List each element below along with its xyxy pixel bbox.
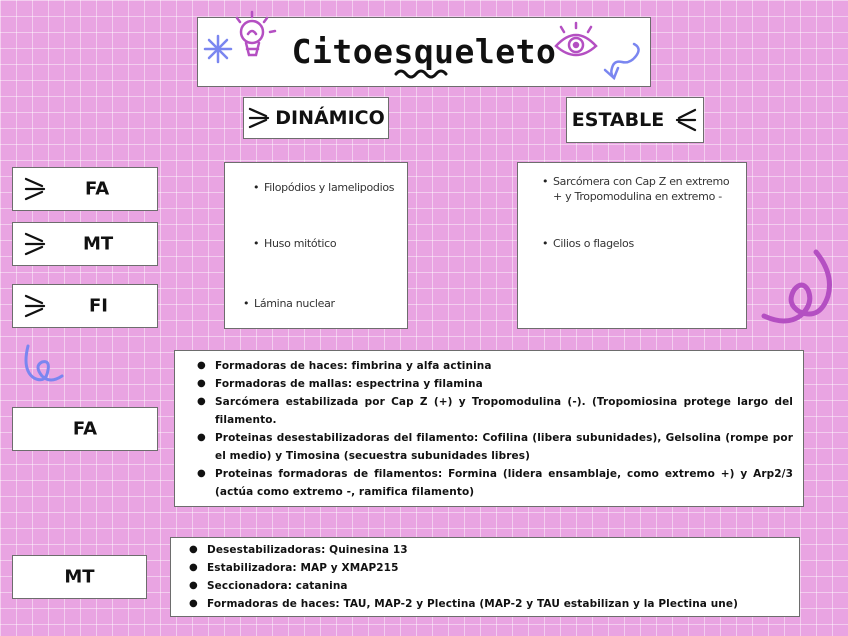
mt-detail-list	[185, 541, 789, 613]
loop-doodle-icon	[20, 340, 66, 386]
list-item: • Huso mitótico	[264, 236, 336, 251]
squiggle-underline-icon	[394, 68, 454, 80]
side-label-mt	[12, 222, 158, 266]
eye-icon	[552, 22, 600, 62]
fa-detail-list	[193, 357, 793, 501]
list-item: ● Formadoras de mallas: espectrina y filamina	[193, 375, 793, 393]
emphasis-lines-icon	[23, 174, 49, 204]
header-dynamic	[243, 97, 389, 139]
mt-detail-card	[170, 537, 800, 617]
side-label-fa	[12, 167, 158, 211]
page-title: Citoesqueleto	[291, 32, 557, 71]
list-item: • Filopódios y lamelipodios	[264, 180, 394, 195]
header-stable-label: ESTABLE	[571, 109, 665, 131]
emphasis-lines-icon	[23, 291, 49, 321]
lightbulb-icon	[230, 8, 278, 62]
emphasis-lines-icon	[23, 229, 49, 259]
header-dynamic-label: DINÁMICO	[275, 107, 385, 129]
fa-detail-card	[174, 350, 804, 507]
sparkle-star-icon	[203, 34, 233, 64]
list-item: ● Estabilizadora: MAP y XMAP215	[185, 559, 789, 577]
dynamic-examples-card	[224, 162, 408, 329]
list-item: ● Desestabilizadoras: Quinesina 13	[185, 541, 789, 559]
side-label-fa-detail-text: FA	[72, 418, 98, 440]
list-item: ● Formadoras de haces: fimbrina y alfa actinina	[193, 357, 793, 375]
list-item: ● Sarcómera estabilizada por Cap Z (+) y Tropomodulina (-). (Tropomiosina protege largo del filamento.	[193, 393, 793, 429]
header-stable	[566, 97, 704, 143]
side-label-fi	[12, 284, 158, 328]
emphasis-lines-icon	[672, 106, 698, 134]
list-item: ● Proteinas desestabilizadoras del filamento: Cofilina (libera subunidades), Gelsolina (rompe por el medio) y Timosina (secuestra subunidades libres)	[193, 429, 793, 465]
side-label-fi-text: FI	[89, 295, 108, 317]
list-item: ● Formadoras de haces: TAU, MAP-2 y Plectina (MAP-2 y TAU estabilizan y la Plectina une)	[185, 595, 789, 613]
side-label-fa-detail	[12, 407, 158, 451]
curly-arrow-icon	[600, 38, 644, 80]
side-label-mt-detail	[12, 555, 147, 599]
side-label-fa-text: FA	[85, 178, 110, 200]
list-item: ● Proteinas formadoras de filamentos: Formina (lidera ensamblaje, como extremo +) y Arp2/3 (actúa como extremo -, ramifica filamento)	[193, 465, 793, 501]
list-item: • Lámina nuclear	[254, 296, 335, 311]
side-label-mt-detail-text: MT	[64, 566, 95, 588]
list-item: • Sarcómera con Cap Z en extremo + y Tropomodulina en extremo -	[553, 174, 739, 204]
side-label-mt-text: MT	[83, 233, 114, 255]
list-item: • Cilios o flagelos	[553, 236, 634, 251]
loop-doodle-icon	[760, 248, 836, 326]
list-item: ● Seccionadora: catanina	[185, 577, 789, 595]
emphasis-lines-icon	[247, 105, 271, 131]
stable-examples-card	[517, 162, 747, 329]
